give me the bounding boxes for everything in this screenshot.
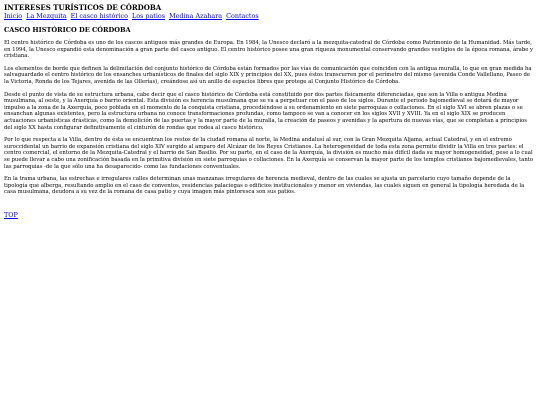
nav-link-contactos[interactable]: Contactos: [226, 12, 259, 20]
nav-link-inicio[interactable]: Inicio: [4, 12, 23, 20]
paragraph-urban-structure: Desde el punto de vista de su estructura urbana, cabe decir que el casco histórico de Córdoba está constituido por dos partes físicamente diferenciadas, que son la Villa o antigua Medina musulmana, al oeste, y la Axerquía o barrio oriental. Esta división es herencia musulmana que se va a perpetuar con el paso de los siglos. Durante el período bajomedieval se dotará de mayor impulso a la zona de la Axerquía, poco poblada en el momento de la conquista cristiana, procediéndose a su ordenamiento en siete parroquias o collaciones. En el siglo XVI se abren plazas o se ensanchan algunas existentes, pero la estructura urbana no conoce transformaciones profundas, como tampoco se van a conocer en los siglos XVII y XVIII. Ya en el siglo XIX se producen actuaciones urbanísticas drásticas, como la demolición de las puertas y la mayor parte de la muralla, la creación de paseos y avenidas y la apertura de nuevas vías, que se completan a principios del siglo XX hasta configurar definitivamente el cinturón de rondas que rodea al casco histórico.: [4, 91, 527, 131]
site-title: INTERESES TURÍSTICOS DE CÓRDOBA: [4, 3, 162, 12]
section-heading: CASCO HISTÓRICO DE CÓRDOBA: [4, 26, 131, 34]
paragraph-intro: El centro histórico de Córdoba es uno de los cascos antiguos más grandes de Europa. En 1984, la Unesco declaró a la mezquita-catedral de Córdoba como Patrimonio de la Humanidad. Más tarde, en 1994, la Unesco expandió esta denominación a gran parte del casco antiguo. El centro histórico posee una gran riqueza monumental conservando grandes vestigios de la época romana, árabe y cristiana.: [4, 40, 534, 60]
back-to-top-link[interactable]: TOP: [4, 210, 18, 219]
nav-link-casco-historico[interactable]: El casco histórico: [70, 12, 128, 20]
paragraph-villa-axerquia: Por lo que respecta a la Villa, dentro de ésta se encuentran los restos de la ciudad romana al norte, la Medina andalusí al sur, con la Gran Mezquita Aljama, actual Catedral, y en el extremo suroccidental un barrio de expansión cristiana del siglo XIV surgido al amparo del Alcázar de los Reyes Cristianos. La heterogeneidad de toda esta zona permite dividir la Villa en tres partes: el centro comercial, el entorno de la Mezquita-Catedral y el barrio de San Basilio. Por su parte, en el caso de la Axerquía, la división es mucho más difícil dada su mayor homogeneidad, pese a lo cual se puede llevar a cabo una zonificación basada en la primitiva división en siete parroquias o collaciones. En la Axerquía se conservan la mayor parte de los templos cristianos bajomedievales, tanto las parroquias -de la que sólo una ha desaparecido- como las fundaciones conventuales.: [4, 137, 534, 170]
nav-link-la-mezquita[interactable]: La Mezquita: [26, 12, 67, 20]
nav-link-los-patios[interactable]: Los patios: [131, 12, 166, 20]
nav-link-medina-azahara[interactable]: Medina Azahara: [169, 12, 223, 20]
nav-bar: [4, 12, 537, 20]
paragraph-borders: Los elementos de borde que definen la delimitación del conjunto histórico de Córdoba están formados por las vías de comunicación que coinciden con la antigua muralla, lo que en gran medida ha salvaguardado el centro histórico de los ensanches urbanísticos de finales del siglo XIX y principios del XX, pues éstos transcurren por el perímetro del mismo (avenida Conde Vallellano, Paseo de la Victoria, Ronda de los Tejares, avenida de las Ollerías), creándose así un anillo de espacios libres que protege al Conjunto Histórico de Córdoba.: [4, 65, 532, 85]
paragraph-urban-fabric: En la trama urbana, las estrechas e irregulares calles determinan unas manzanas irregulares de herencia medieval, dentro de las cuales se ajusta un parcelario cuyo tamaño depende de la tipología que alberga, resultando amplio en el caso de conventos, residencias palaciegas o edificios institucionales y menor en viviendas, las cuales siguen en general la tipología heredada de la casa musulmana, deudora a su vez de la romana de casa patio y cuya imagen más pintoresca son sus patios.: [4, 176, 525, 196]
